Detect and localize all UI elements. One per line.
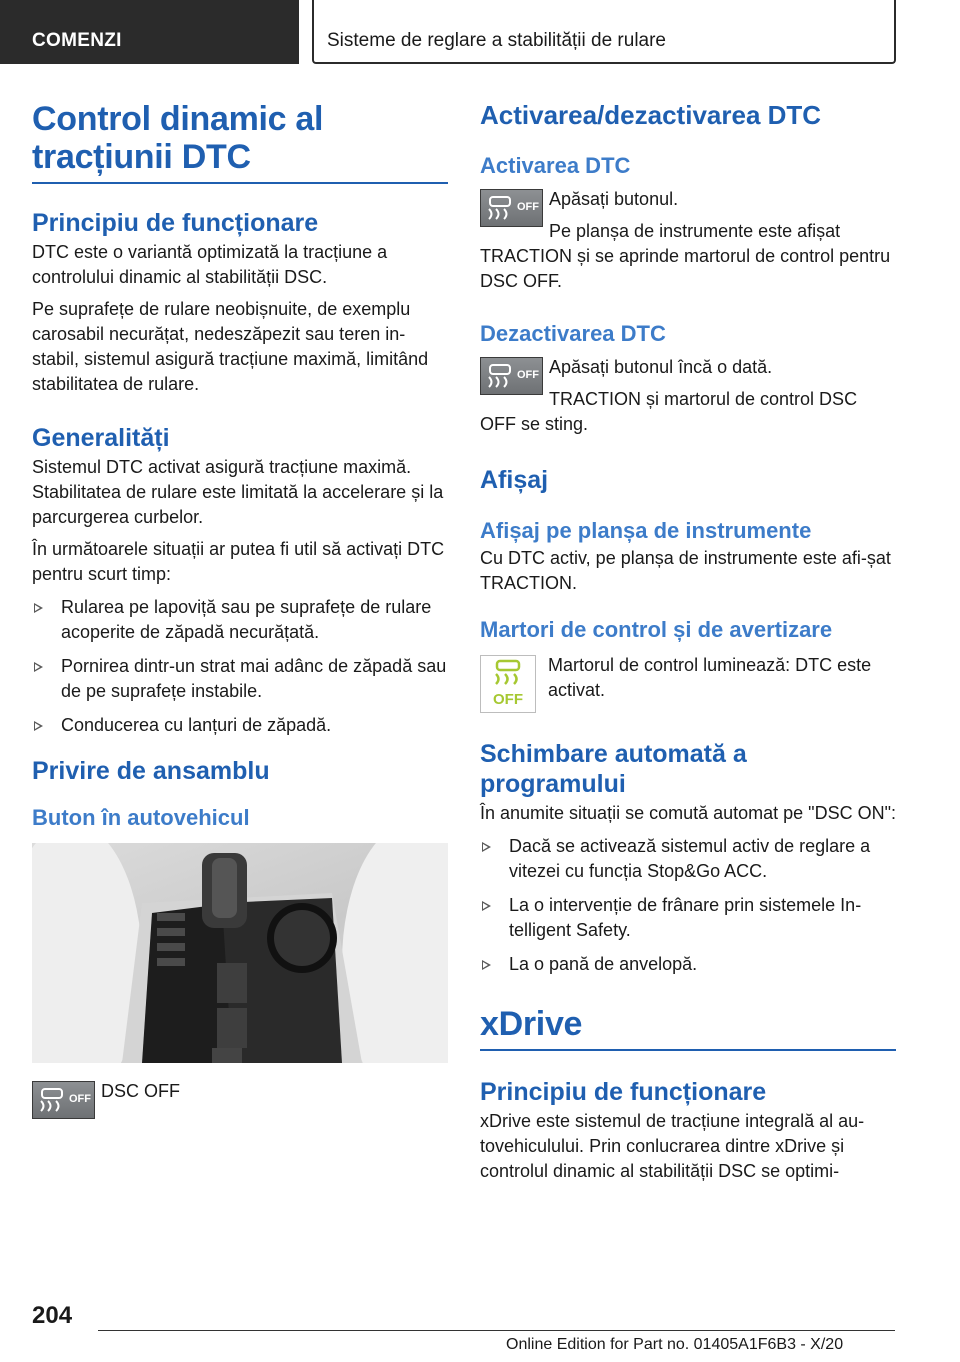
instrument-cluster-heading: Afișaj pe planșa de instrumente bbox=[480, 518, 812, 543]
overview-heading: Privire de ansamblu bbox=[32, 757, 270, 785]
right-column bbox=[480, 100, 896, 1184]
indicator-lamps-heading: Martori de control și de avertizare bbox=[480, 617, 833, 642]
dsc-off-button-icon: OFF bbox=[480, 357, 543, 395]
left-column bbox=[32, 100, 448, 1123]
list-item: Pornirea dintr-un strat mai adânc de zăpadă sau de pe suprafețe instabile. bbox=[32, 654, 448, 704]
footer-divider bbox=[98, 1330, 895, 1331]
deactivate-block bbox=[480, 355, 896, 437]
principle-text-1: DTC este o variantă optimizată la tracțiune a controlului dinamic al stabilității DSC. bbox=[32, 242, 388, 287]
principle-text-2: Pe suprafețe de rulare neobișnuite, de exemplu carosabil necurățat, nedeszăpezit sau teren in-stabil, sistemul asigură tracțiune maximă, limitând stabilitatea de rulare. bbox=[32, 299, 429, 394]
chapter-label: COMENZI bbox=[32, 30, 122, 51]
chapter-tab bbox=[0, 0, 299, 64]
auto-switch-heading: Schimbare automată a programului bbox=[480, 740, 747, 798]
skid-car-icon bbox=[37, 1086, 67, 1114]
bullet-triangle-icon bbox=[482, 901, 491, 911]
title-divider bbox=[32, 182, 448, 184]
center-console-photo bbox=[32, 843, 448, 1063]
activation-title: Activarea/dezactivarea DTC bbox=[480, 100, 822, 130]
edition-text: Online Edition for Part no. 01405A1F6B3 - X/20 bbox=[506, 1336, 844, 1353]
auto-switch-list bbox=[480, 834, 896, 977]
button-in-vehicle-heading: Buton în autovehicul bbox=[32, 805, 250, 830]
bullet-triangle-icon bbox=[34, 721, 43, 731]
deactivate-heading: Dezactivarea DTC bbox=[480, 321, 666, 346]
activate-heading: Activarea DTC bbox=[480, 153, 631, 178]
general-heading: Generalități bbox=[32, 424, 170, 452]
deactivate-text-2: TRACTION și martorul de control DSC OFF se sting. bbox=[480, 389, 858, 434]
bullet-triangle-icon bbox=[482, 842, 491, 852]
svg-text:OFF: OFF bbox=[493, 691, 523, 708]
green-skid-lamp-icon bbox=[481, 656, 535, 712]
lamp-block bbox=[480, 653, 896, 717]
situations-list bbox=[32, 595, 448, 738]
page-number: 204 bbox=[32, 1302, 73, 1329]
dsc-off-caption: DSC OFF bbox=[101, 1081, 180, 1101]
xdrive-principle-heading: Principiu de funcționare bbox=[480, 1078, 767, 1106]
principle-heading: Principiu de funcționare bbox=[32, 209, 319, 237]
dsc-off-indicator-icon bbox=[480, 655, 536, 713]
general-text-1: Sistemul DTC activat asigură tracțiune maximă. Stabilitatea de rulare este limitată la accelerare și la parcurgerea curbelor. bbox=[32, 457, 444, 527]
activate-text-1: Apăsați butonul. bbox=[549, 189, 679, 209]
xdrive-title: xDrive bbox=[480, 1005, 583, 1043]
dsc-off-button-icon: OFF bbox=[32, 1081, 95, 1119]
list-item: Rularea pe lapoviță sau pe suprafețe de rulare acoperite de zăpadă necurățată. bbox=[32, 595, 448, 645]
display-heading: Afișaj bbox=[480, 466, 549, 494]
bullet-triangle-icon bbox=[34, 603, 43, 613]
page-title: Control dinamic al tracțiunii DTC bbox=[32, 100, 324, 176]
list-item: La o pană de anvelopă. bbox=[480, 952, 896, 977]
bullet-triangle-icon bbox=[482, 960, 491, 970]
auto-switch-text: În anumite situații se comută automat pe "DSC ON": bbox=[480, 803, 896, 823]
section-label: Sisteme de reglare a stabilității de rulare bbox=[327, 30, 667, 51]
center-console-illustration bbox=[32, 843, 448, 1063]
general-text-2: În următoarele situații ar putea fi util să activați DTC pentru scurt timp: bbox=[32, 539, 445, 584]
deactivate-text-1: Apăsați butonul încă o dată. bbox=[549, 357, 773, 377]
xdrive-divider bbox=[480, 1049, 896, 1051]
xdrive-text: xDrive este sistemul de tracțiune integrală al au-tovehiculului. Prin conlucrarea dintre xDrive și controlul dinamic al stabilității DSC se optimi- bbox=[480, 1111, 865, 1181]
display-text: Cu DTC activ, pe planșa de instrumente este afi-șat TRACTION. bbox=[480, 548, 891, 593]
dsc-off-caption-row bbox=[32, 1079, 448, 1123]
list-item: Dacă se activează sistemul activ de reglare a vitezei cu funcția Stop&Go ACC. bbox=[480, 834, 896, 884]
activate-text-2: Pe planșa de instrumente este afișat TRACTION și se aprinde martorul de control pentru DSC OFF. bbox=[480, 221, 891, 291]
list-item: Conducerea cu lanțuri de zăpadă. bbox=[32, 713, 448, 738]
list-item: La o intervenție de frânare prin sistemele In-telligent Safety. bbox=[480, 893, 896, 943]
dsc-off-button-icon: OFF bbox=[480, 189, 543, 227]
bullet-triangle-icon bbox=[34, 662, 43, 672]
section-tab bbox=[312, 0, 896, 64]
activate-block bbox=[480, 187, 896, 294]
skid-car-icon bbox=[485, 362, 515, 390]
skid-car-icon bbox=[485, 194, 515, 222]
lamp-text: Martorul de control luminează: DTC este activat. bbox=[548, 655, 872, 700]
